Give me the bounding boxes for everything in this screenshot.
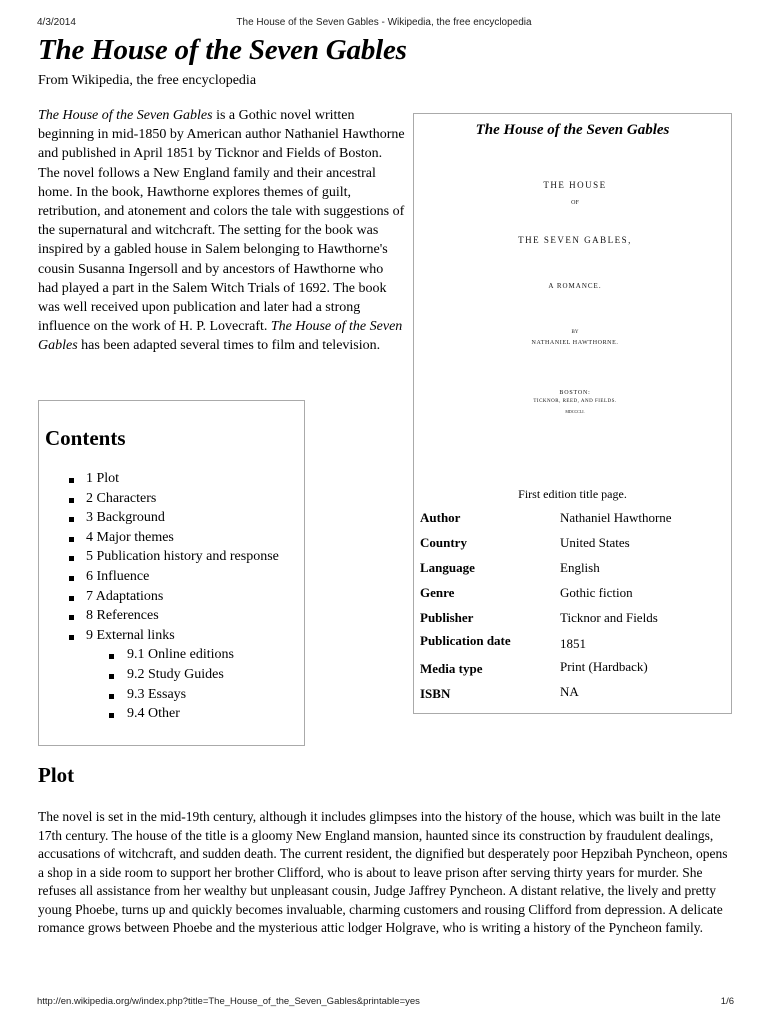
infobox-label: Media type — [420, 661, 483, 676]
title-page-line: THE HOUSE — [543, 180, 607, 190]
infobox-value[interactable]: Nathaniel Hawthorne — [560, 510, 672, 525]
toc-item-label[interactable]: 9.2 Study Guides — [127, 666, 224, 682]
infobox-label: Language — [420, 560, 475, 575]
page-number: 1/6 — [720, 996, 734, 1007]
infobox-row-author — [420, 510, 727, 532]
print-footer — [0, 996, 768, 1010]
toc-item-external-links[interactable] — [39, 628, 304, 648]
infobox-label: Publication date — [420, 633, 511, 648]
bullet-icon — [69, 615, 74, 620]
table-of-contents — [38, 400, 305, 746]
toc-item-background[interactable] — [39, 510, 304, 530]
toc-item-publication-history[interactable] — [39, 549, 304, 569]
toc-item-label[interactable]: 5 Publication history and response — [86, 549, 279, 565]
toc-item-other[interactable] — [39, 706, 304, 726]
toc-heading: Contents — [45, 426, 126, 450]
title-page-line: NATHANIEL HAWTHORNE. — [531, 340, 619, 346]
toc-item-label[interactable]: 9.1 Online editions — [127, 647, 234, 663]
infobox-row-publication-date — [420, 633, 727, 655]
toc-item-label[interactable]: 9.3 Essays — [127, 686, 187, 702]
infobox-value: NA — [560, 684, 579, 699]
toc-item-characters[interactable] — [39, 491, 304, 511]
bullet-icon — [109, 674, 114, 679]
bullet-icon — [109, 713, 114, 718]
infobox — [413, 113, 732, 714]
bullet-icon — [69, 498, 74, 503]
first-edition-title-page-image[interactable] — [500, 170, 650, 500]
bullet-icon — [69, 635, 74, 640]
bullet-icon — [69, 537, 74, 542]
toc-item-influence[interactable] — [39, 569, 304, 589]
infobox-label: Genre — [420, 585, 455, 600]
infobox-label: Country — [420, 535, 467, 550]
bullet-icon — [69, 517, 74, 522]
lead-paragraph — [38, 106, 406, 356]
print-url: http://en.wikipedia.org/w/index.php?title=The_House_of_the_Seven_Gables&printable=yes — [37, 996, 420, 1007]
bullet-icon — [109, 694, 114, 699]
toc-item-label[interactable]: 4 Major themes — [86, 529, 174, 545]
infobox-value[interactable]: Ticknor and Fields — [560, 610, 658, 625]
toc-item-label[interactable]: 7 Adaptations — [86, 588, 164, 604]
bullet-icon — [109, 654, 114, 659]
infobox-value: English — [560, 560, 600, 575]
toc-item-label[interactable]: 1 Plot — [86, 471, 120, 486]
toc-item-study-guides[interactable] — [39, 667, 304, 687]
infobox-label: Author — [420, 510, 461, 525]
infobox-row-language — [420, 560, 727, 582]
toc-item-essays[interactable] — [39, 687, 304, 707]
print-date: 4/3/2014 — [37, 17, 76, 28]
section-heading-plot: Plot — [38, 763, 75, 787]
infobox-row-country — [420, 535, 727, 557]
title-page-line: A ROMANCE. — [548, 282, 602, 290]
lead-text-2: has been adapted several times to film and television. — [77, 338, 381, 354]
title-page-line: OF — [571, 200, 579, 206]
bullet-icon — [69, 596, 74, 601]
bullet-icon — [69, 576, 74, 581]
lead-title-italic-2: The House of the Seven Gables — [38, 319, 403, 354]
title-page-line: MDCCCLI. — [565, 409, 585, 414]
infobox-row-publisher — [420, 610, 727, 632]
print-page-title: The House of the Seven Gables - Wikipedia, the free encyclopedia — [236, 17, 532, 28]
toc-item-label[interactable]: 9.4 Other — [127, 706, 180, 722]
toc-item-online-editions[interactable] — [39, 647, 304, 667]
infobox-row-genre — [420, 585, 727, 607]
infobox-value: Gothic fiction — [560, 585, 633, 600]
print-header — [0, 17, 768, 31]
page-title: The House of the Seven Gables — [38, 34, 407, 66]
title-page-line: THE SEVEN GABLES, — [518, 235, 632, 245]
toc-list — [39, 471, 304, 726]
infobox-label: ISBN — [420, 686, 451, 701]
infobox-value: Print (Hardback) — [560, 659, 648, 674]
infobox-row-isbn — [420, 686, 727, 708]
infobox-value: 1851 — [560, 636, 586, 651]
toc-item-references[interactable] — [39, 608, 304, 628]
infobox-label: Publisher — [420, 610, 474, 625]
title-page-line: BY — [571, 330, 579, 335]
infobox-title: The House of the Seven Gables — [475, 122, 670, 138]
toc-item-label[interactable]: 2 Characters — [86, 490, 157, 506]
toc-item-adaptations[interactable] — [39, 589, 304, 609]
plot-paragraph: The novel is set in the mid-19th century, although it includes glimpses into the history of the house, which was built in the late 17th century. The house of the title is a gloomy New England mansion, haunted since its construction by fraudulent dealings, accusations of witchcraft, and sudden death. The current resident, the dignified but desperately poor Hepzibah Pyncheon, opens a shop in a side room to support her brother Clifford, who is about to leave prison after serving thirty years for murder. She refuses all assistance from her wealthy but unpleasant cousin, Judge Jaffrey Pyncheon. A distant relative, the lively and pretty young Phoebe, turns up and quickly becomes invaluable, charming customers and rousing Clifford from depression. A delicate romance grows between Phoebe and the mysterious attic lodger Holgrave, who is writing a history of the Pyncheon family. — [38, 809, 728, 935]
lead-title-italic: The House of the Seven Gables — [38, 108, 213, 123]
lead-text: is a Gothic novel written beginning in mid-1850 by American author Nathaniel Hawthorne and published in April 1851 by Ticknor and Fields of Boston. The novel follows a New England family and their ancestral home. In the book, Hawthorne explores themes of guilt, retribution, and atonement and colors the tale with suggestions of the supernatural and witchcraft. The setting for the book was inspired by a gabled house in Salem belonging to Hawthorne's cousin Susanna Ingersoll and by ancestors of Hawthorne who had played a part in the Salem Witch Trials of 1692. The book was well received upon publication and later had a strong influence on the work of H. P. Lovecraft. — [38, 108, 405, 335]
infobox-row-media-type — [420, 661, 727, 683]
toc-item-label[interactable]: 9 External links — [86, 627, 175, 643]
toc-item-major-themes[interactable] — [39, 530, 304, 550]
image-caption: First edition title page. — [518, 487, 627, 501]
bullet-icon — [69, 556, 74, 561]
toc-item-label[interactable]: 6 Influence — [86, 568, 150, 584]
title-page-line: TICKNOR, REED, AND FIELDS. — [533, 399, 617, 404]
infobox-value: United States — [560, 535, 630, 550]
toc-item-plot[interactable] — [39, 471, 304, 491]
bullet-icon — [69, 478, 74, 483]
toc-item-label[interactable]: 8 References — [86, 608, 159, 624]
toc-item-label[interactable]: 3 Background — [86, 510, 165, 526]
from-wikipedia-line: From Wikipedia, the free encyclopedia — [38, 73, 257, 88]
title-page-line: BOSTON: — [559, 390, 591, 396]
